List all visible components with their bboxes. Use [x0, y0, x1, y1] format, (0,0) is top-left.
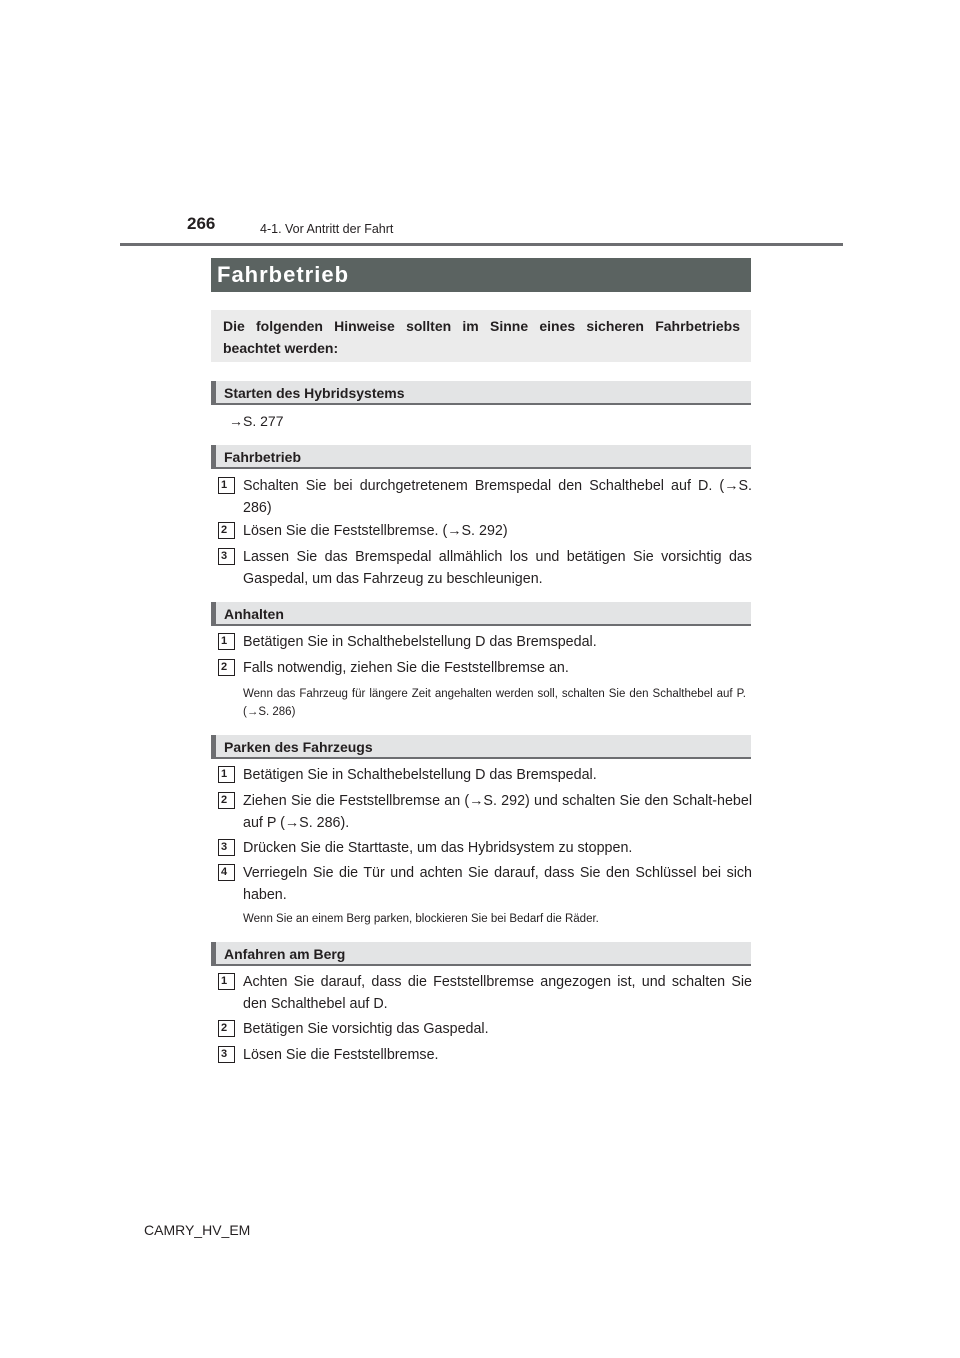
step-item	[218, 1045, 752, 1067]
step-item	[218, 765, 752, 787]
step-number-badge: 1	[218, 766, 235, 783]
page-title: Fahrbetrieb	[211, 258, 751, 292]
step-number-badge: 2	[218, 659, 235, 676]
step-text: Achten Sie darauf, dass die Feststellbremse angezogen ist, und schalten Sie den Schalthebel auf D.	[243, 974, 752, 1012]
step-item	[218, 838, 752, 860]
step-number-badge: 3	[218, 1046, 235, 1063]
section-path: 4-1. Vor Antritt der Fahrt	[260, 222, 394, 236]
intro-box: Die folgenden Hinweise sollten im Sinne eines sicheren Fahrbetriebs beachtet werden:	[211, 310, 751, 362]
step-item	[218, 547, 752, 590]
step-text: Falls notwendig, ziehen Sie die Feststellbremse an.	[243, 660, 569, 676]
section-heading-parken: Parken des Fahrzeugs	[211, 735, 751, 759]
step-text: Betätigen Sie vorsichtig das Gaspedal.	[243, 1021, 489, 1037]
footer-code: CAMRY_HV_EM	[144, 1222, 251, 1238]
step-text: Lösen Sie die Feststellbremse. (→S. 292)	[243, 523, 508, 539]
step-number-badge: 1	[218, 633, 235, 650]
step-item	[218, 476, 752, 519]
step-text: Lassen Sie das Bremspedal allmählich los und betätigen Sie vorsichtig das Gaspedal, um das Fahrzeug zu beschleunigen.	[243, 549, 752, 587]
step-number-badge: 1	[218, 973, 235, 990]
step-text: Drücken Sie die Starttaste, um das Hybridsystem zu stoppen.	[243, 840, 633, 856]
step-text: Lösen Sie die Feststellbremse.	[243, 1047, 439, 1063]
step-item	[218, 521, 752, 543]
step-number-badge: 3	[218, 548, 235, 565]
section-heading-starten: Starten des Hybridsystems	[211, 381, 751, 405]
step-item	[218, 632, 752, 654]
step-item	[218, 791, 752, 834]
step-number-badge: 2	[218, 792, 235, 809]
note-text: Wenn das Fahrzeug für längere Zeit angehalten werden soll, schalten Sie den Schalthebel auf P. (→S. 286)	[243, 688, 746, 718]
section-heading-anhalten: Anhalten	[211, 602, 751, 626]
step-item	[218, 658, 752, 680]
step-text: Verriegeln Sie die Tür und achten Sie darauf, dass Sie den Schlüssel bei sich haben.	[243, 865, 752, 903]
step-text: Betätigen Sie in Schalthebelstellung D das Bremspedal.	[243, 634, 597, 650]
step-text: Betätigen Sie in Schalthebelstellung D das Bremspedal.	[243, 767, 597, 783]
step-text: Ziehen Sie die Feststellbremse an (→S. 292) und schalten Sie den Schalt-hebel auf P (→S. 286).	[243, 793, 752, 831]
header-rule	[120, 243, 843, 246]
step-number-badge: 3	[218, 839, 235, 856]
section-heading-anfahren: Anfahren am Berg	[211, 942, 751, 966]
step-number-badge: 2	[218, 1020, 235, 1037]
page-number: 266	[187, 214, 216, 233]
note-text: Wenn Sie an einem Berg parken, blockieren Sie bei Bedarf die Räder.	[243, 913, 599, 925]
step-text: Schalten Sie bei durchgetretenem Bremspedal den Schalthebel auf D. (→S. 286)	[243, 478, 752, 516]
step-number-badge: 2	[218, 522, 235, 539]
step-item	[218, 863, 752, 906]
step-number-badge: 4	[218, 864, 235, 881]
step-item	[218, 972, 752, 1015]
step-number-badge: 1	[218, 477, 235, 494]
page-reference: →S. 277	[229, 413, 284, 429]
section-heading-fahrbetrieb: Fahrbetrieb	[211, 445, 751, 469]
step-item	[218, 1019, 752, 1041]
